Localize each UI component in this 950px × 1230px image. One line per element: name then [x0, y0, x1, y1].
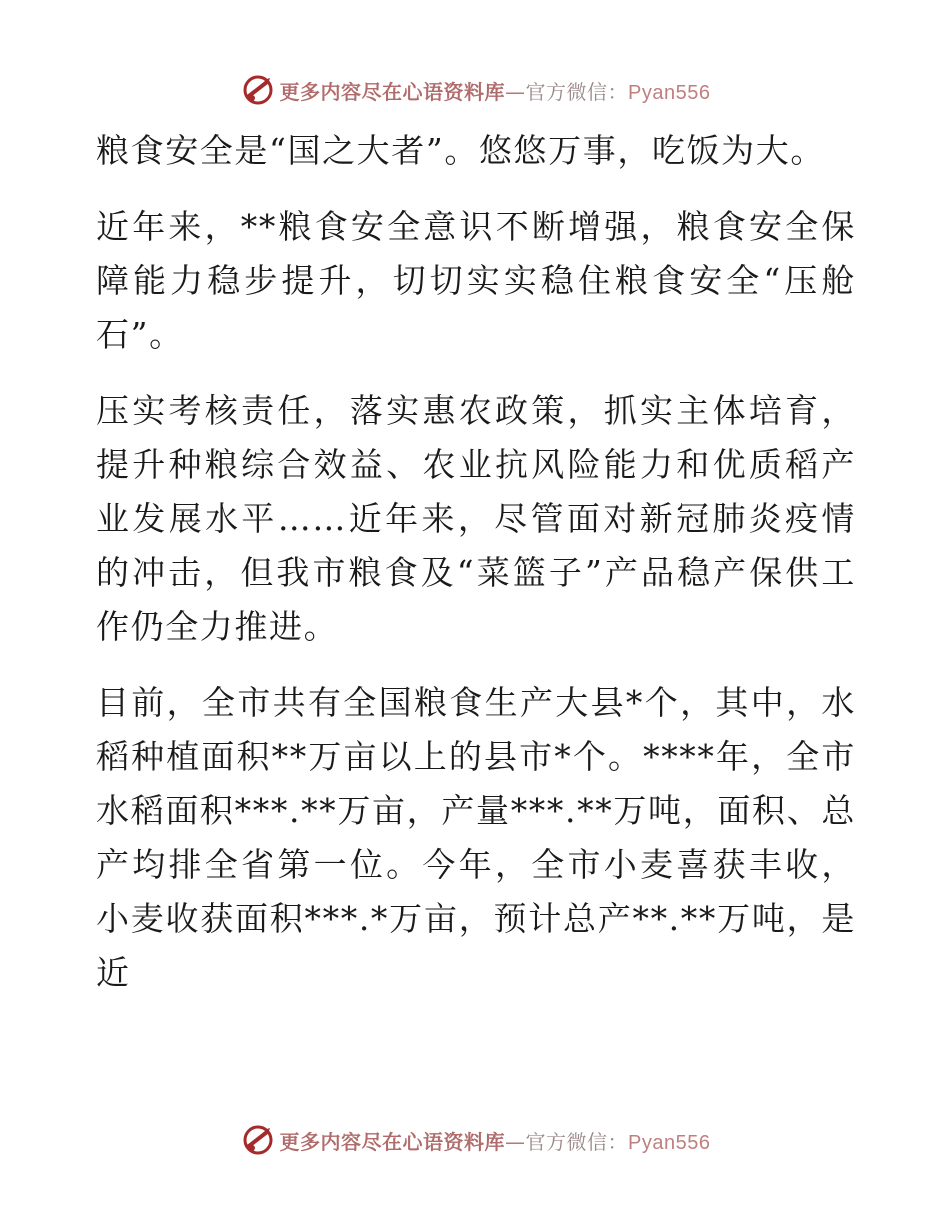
footer-banner-text — [280, 1126, 711, 1155]
paragraph-1: 粮食安全是“国之大者”。悠悠万事，吃饭为大。 — [96, 131, 825, 170]
header-banner-wechat-id: Pyan556 — [628, 81, 711, 104]
footer-banner — [0, 1118, 950, 1162]
header-banner-text — [280, 76, 711, 105]
brand-logo-icon — [240, 1122, 276, 1158]
paragraph-4: 目前，全市共有全国粮食生产大县*个，其中，水稻种植面积**万亩以上的县市*个。****年，全市水稻面积***.**万亩，产量***.**万吨，面积、总产均排全省第一位。今年，全市小麦喜获丰收，小麦收获面积***.*万亩，预计总产**.**万吨，是近 — [96, 683, 856, 992]
footer-banner-main: 更多内容尽在心语资料库 — [279, 1129, 506, 1154]
footer-banner-wechat-label: 官方微信： — [525, 1129, 629, 1154]
footer-banner-wechat-id: Pyan556 — [628, 1131, 711, 1154]
header-banner-main: 更多内容尽在心语资料库 — [279, 79, 506, 104]
header-banner-separator: — — [505, 79, 526, 104]
brand-logo-icon — [240, 72, 276, 108]
footer-banner-separator: — — [505, 1129, 526, 1154]
header-banner-wechat-label: 官方微信： — [525, 79, 629, 104]
paragraph-2: 近年来，**粮食安全意识不断增强，粮食安全保障能力稳步提升，切切实实稳住粮食安全“压舱石”。 — [96, 207, 856, 354]
paragraph-3: 压实考核责任，落实惠农政策，抓实主体培育，提升种粮综合效益、农业抗风险能力和优质稻产业发展水平……近年来，尽管面对新冠肺炎疫情的冲击，但我市粮食及“菜篮子”产品稳产保供工作仍全力推进。 — [96, 391, 856, 646]
document-body — [96, 124, 856, 1022]
header-banner — [0, 68, 950, 112]
